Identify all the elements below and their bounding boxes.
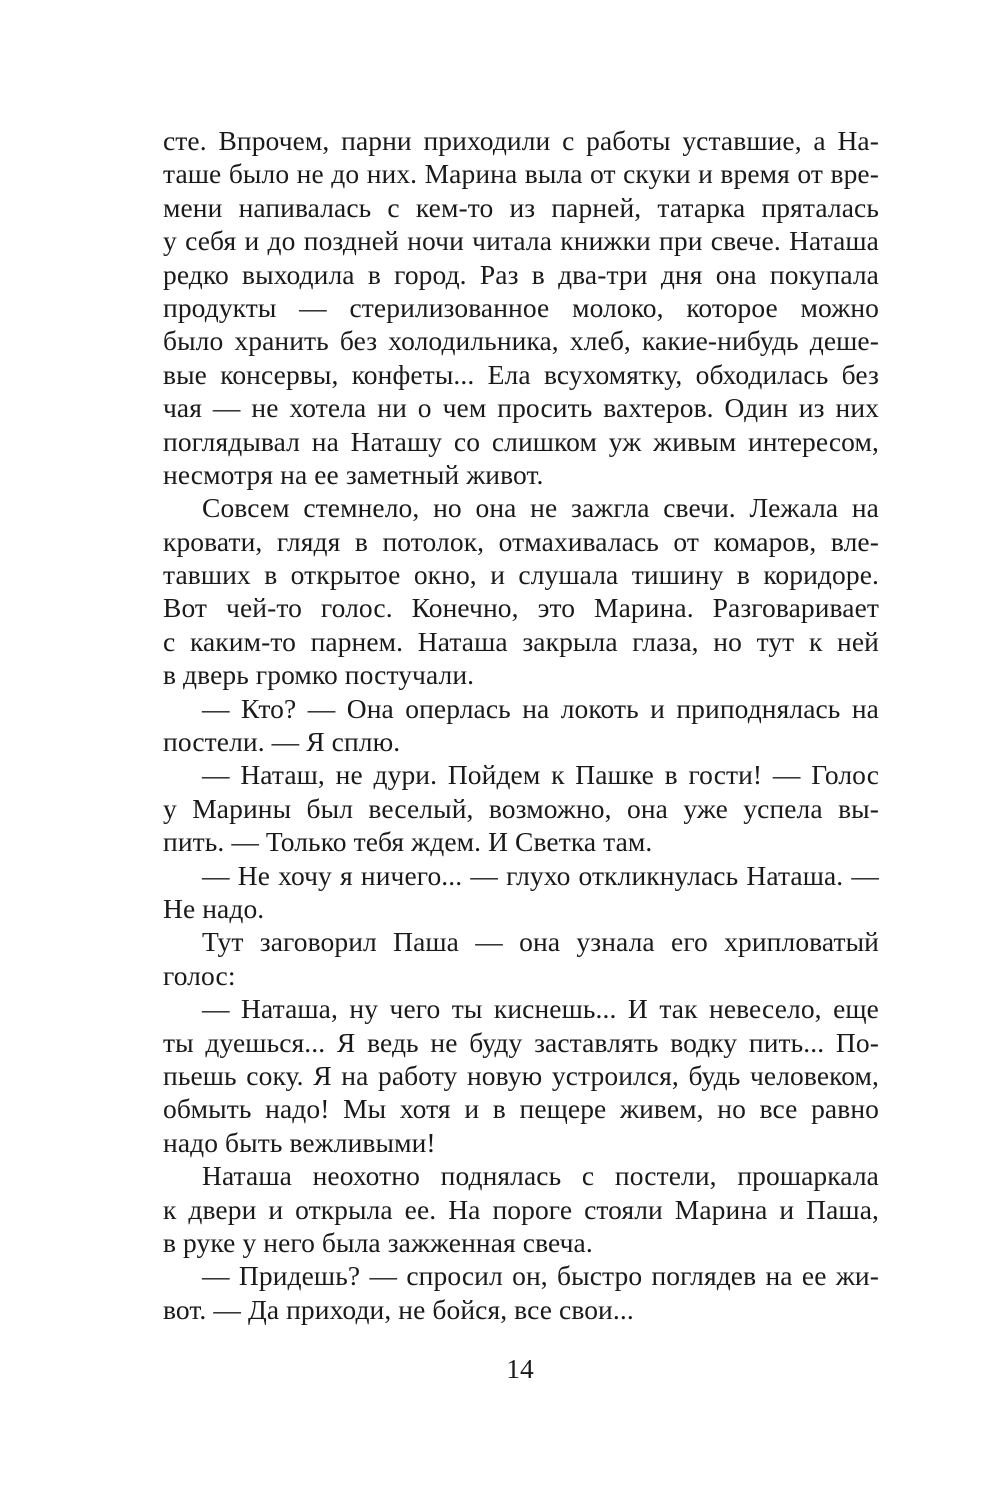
paragraph bbox=[163, 859, 879, 926]
text-line: — Кто? — Она оперлась на локоть и приподнялась на bbox=[202, 692, 879, 724]
text-line: Наташа неохотно поднялась с постели, прошаркала bbox=[202, 1160, 879, 1192]
text-line: редко выходила в город. Раз в два-три дня она покупала bbox=[163, 258, 879, 290]
text-line: ты дуешься... Я ведь не буду заставлять водку пить... По- bbox=[163, 1026, 879, 1058]
paragraph bbox=[163, 124, 879, 491]
paragraph bbox=[163, 1259, 879, 1326]
text-line: Не надо. bbox=[163, 892, 265, 924]
paragraph bbox=[163, 1159, 879, 1259]
text-line: кровати, глядя в потолок, отмахивалась от комаров, вле- bbox=[163, 525, 879, 557]
text-line: — Наташа, ну чего ты киснешь... И так невесело, еще bbox=[202, 993, 879, 1025]
text-line: было хранить без холодильника, хлеб, какие-нибудь деше- bbox=[163, 325, 879, 357]
text-line: голос: bbox=[163, 959, 236, 991]
text-line: постели. — Я сплю. bbox=[163, 726, 401, 758]
text-line: обмыть надо! Мы хотя и в пещере живем, но все равно bbox=[163, 1093, 879, 1125]
text-line: пить. — Только тебя ждем. И Светка там. bbox=[163, 826, 653, 858]
paragraph bbox=[163, 758, 879, 858]
text-line: таше было не до них. Марина выла от скуки и время от вре- bbox=[163, 158, 879, 190]
paragraph bbox=[163, 925, 879, 992]
page-number: 14 bbox=[506, 1353, 534, 1384]
page-body bbox=[163, 124, 879, 1326]
text-line: надо быть вежливыми! bbox=[163, 1126, 436, 1158]
text-line: с каким-то парнем. Наташа закрыла глаза, но тут к ней bbox=[163, 625, 879, 657]
text-line: поглядывал на Наташу со слишком уж живым интересом, bbox=[163, 425, 879, 457]
text-line: в руке у него была зажженная свеча. bbox=[163, 1226, 593, 1258]
text-line: чая — не хотела ни о чем просить вахтеров. Один из них bbox=[163, 392, 879, 424]
text-line: Совсем стемнело, но она не зажгла свечи. Лежала на bbox=[202, 492, 879, 524]
text-line: у себя и до поздней ночи читала книжки при свече. Наташа bbox=[163, 225, 879, 257]
text-line: в дверь громко постучали. bbox=[163, 659, 475, 691]
text-line: Вот чей-то голос. Конечно, это Марина. Разговаривает bbox=[163, 592, 879, 624]
paragraph bbox=[163, 992, 879, 1159]
paragraph bbox=[163, 491, 879, 691]
text-line: мени напивалась с кем-то из парней, татарка пряталась bbox=[163, 191, 879, 223]
text-line: к двери и открыла ее. На пороге стояли Марина и Паша, bbox=[163, 1193, 879, 1225]
text-line: сте. Впрочем, парни приходили с работы уставшие, а На- bbox=[163, 125, 879, 156]
text-line: — Придешь? — спросил он, быстро поглядев на ее жи- bbox=[202, 1260, 879, 1292]
text-line: Тут заговорил Паша — она узнала его хрипловатый bbox=[202, 926, 879, 958]
text-line: — Наташ, не дури. Пойдем к Пашке в гости! — Голос bbox=[202, 759, 879, 791]
text-line: пьешь соку. Я на работу новую устроился, будь человеком, bbox=[163, 1059, 879, 1091]
text-line: у Марины был веселый, возможно, она уже успела вы- bbox=[163, 792, 879, 824]
text-line: тавших в открытое окно, и слушала тишину в коридоре. bbox=[163, 559, 879, 591]
text-line: — Не хочу я ничего... — глухо откликнулась Наташа. — bbox=[202, 859, 879, 891]
text-line: вот. — Да приходи, не бойся, все свои... bbox=[163, 1293, 634, 1325]
paragraph bbox=[163, 692, 879, 759]
text-line: вые консервы, конфеты... Ела всухомятку, обходилась без bbox=[163, 358, 879, 390]
text-line: несмотря на ее заметный живот. bbox=[163, 458, 544, 490]
text-line: продукты — стерилизованное молоко, которое можно bbox=[163, 291, 879, 323]
